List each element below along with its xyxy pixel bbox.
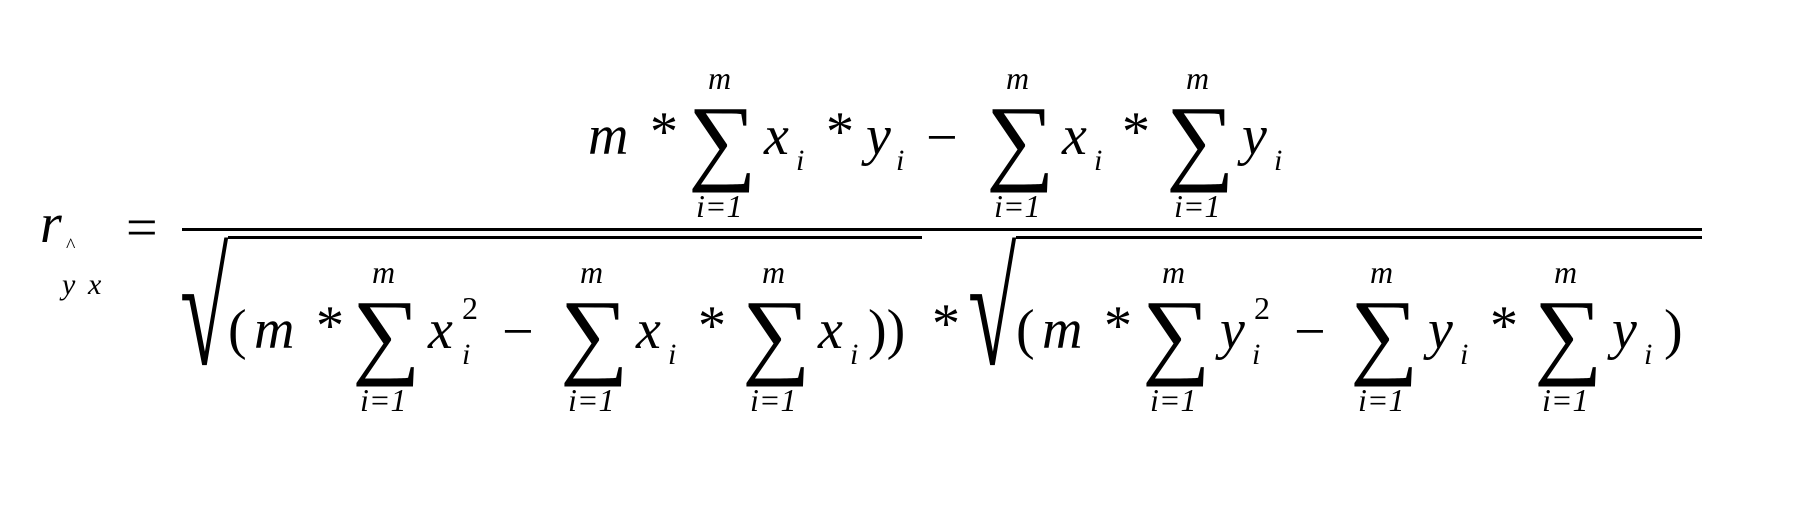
den1-minus: − <box>502 301 534 363</box>
den1-x3-sub: i <box>850 338 859 371</box>
den1-m: m <box>254 299 295 361</box>
num-y2-sub: i <box>1274 144 1283 177</box>
den1-sum1-sigma: ∑ <box>352 280 421 387</box>
den1-sum2-sigma: ∑ <box>560 280 629 387</box>
den2-sum1-lower: i=1 <box>1150 382 1197 418</box>
num-y1-sub: i <box>896 144 905 177</box>
num-sum1-upper: m <box>708 60 732 96</box>
num-times-2: * <box>826 101 854 163</box>
den1-sum2-upper: m <box>580 254 604 290</box>
den2-y1: y <box>1220 299 1245 361</box>
den1-x2: x <box>636 299 661 361</box>
den1-times-2: * <box>698 295 726 357</box>
num-sum1-lower: i=1 <box>696 188 743 224</box>
num-y2: y <box>1242 105 1267 167</box>
den1-sum2-lower: i=1 <box>568 382 615 418</box>
lhs-hat: ^ <box>66 235 76 257</box>
den2-y1-sub: i <box>1252 338 1261 371</box>
den2-y3: y <box>1612 299 1637 361</box>
den1-sum3-upper: m <box>762 254 786 290</box>
sqrt2-overbar <box>1016 236 1702 239</box>
num-sum2-sigma: ∑ <box>986 86 1055 193</box>
den1-close-parens: )) <box>868 299 906 361</box>
equals-sign: = <box>126 197 158 259</box>
den2-m: m <box>1042 299 1083 361</box>
den2-times-2: * <box>1490 295 1518 357</box>
num-sum1-sigma: ∑ <box>688 86 757 193</box>
den1-x1-sup: 2 <box>462 290 478 326</box>
den2-sum1-sigma: ∑ <box>1142 280 1211 387</box>
den2-sum2-lower: i=1 <box>1358 382 1405 418</box>
num-times-3: * <box>1122 101 1150 163</box>
num-sum2-upper: m <box>1006 60 1030 96</box>
den2-close-paren: ) <box>1664 299 1683 361</box>
den2-sum3-upper: m <box>1554 254 1578 290</box>
sqrt1-radical: √ <box>180 221 229 399</box>
den1-times-1: * <box>316 295 344 357</box>
den1-open-paren: ( <box>228 299 247 361</box>
den2-times-1: * <box>1104 295 1132 357</box>
num-sum3-sigma: ∑ <box>1166 86 1235 193</box>
den2-sum2-sigma: ∑ <box>1350 280 1419 387</box>
num-minus: − <box>926 107 958 169</box>
sqrt1-overbar <box>228 236 922 239</box>
fraction-bar <box>182 228 1702 231</box>
den2-sum1-upper: m <box>1162 254 1186 290</box>
den1-sum3-lower: i=1 <box>750 382 797 418</box>
lhs-sub-y: y <box>62 268 76 301</box>
den1-sum1-upper: m <box>372 254 396 290</box>
den-times-middle: * <box>932 293 960 355</box>
lhs-sub-x: x <box>88 268 102 301</box>
den1-x2-sub: i <box>668 338 677 371</box>
num-sum3-lower: i=1 <box>1174 188 1221 224</box>
num-x1: x <box>764 105 789 167</box>
num-sum3-upper: m <box>1186 60 1210 96</box>
num-x1-sub: i <box>796 144 805 177</box>
den2-sum3-lower: i=1 <box>1542 382 1589 418</box>
den1-x1: x <box>428 299 453 361</box>
den2-minus: − <box>1294 301 1326 363</box>
den2-sum2-upper: m <box>1370 254 1394 290</box>
num-m: m <box>588 105 629 167</box>
num-x2-sub: i <box>1094 144 1103 177</box>
den2-open-paren: ( <box>1016 299 1035 361</box>
num-times-1: * <box>650 101 678 163</box>
num-x2: x <box>1062 105 1087 167</box>
den2-y2-sub: i <box>1460 338 1469 371</box>
den2-y1-sup: 2 <box>1254 290 1270 326</box>
den2-sum3-sigma: ∑ <box>1534 280 1603 387</box>
num-sum2-lower: i=1 <box>994 188 1041 224</box>
den1-x1-sub: i <box>462 338 471 371</box>
den1-x3: x <box>818 299 843 361</box>
den2-y2: y <box>1428 299 1453 361</box>
den1-sum1-lower: i=1 <box>360 382 407 418</box>
den1-sum3-sigma: ∑ <box>742 280 811 387</box>
lhs-r: r <box>40 193 62 255</box>
num-y1: y <box>866 105 891 167</box>
den2-y3-sub: i <box>1644 338 1653 371</box>
sqrt2-radical: √ <box>968 221 1017 399</box>
